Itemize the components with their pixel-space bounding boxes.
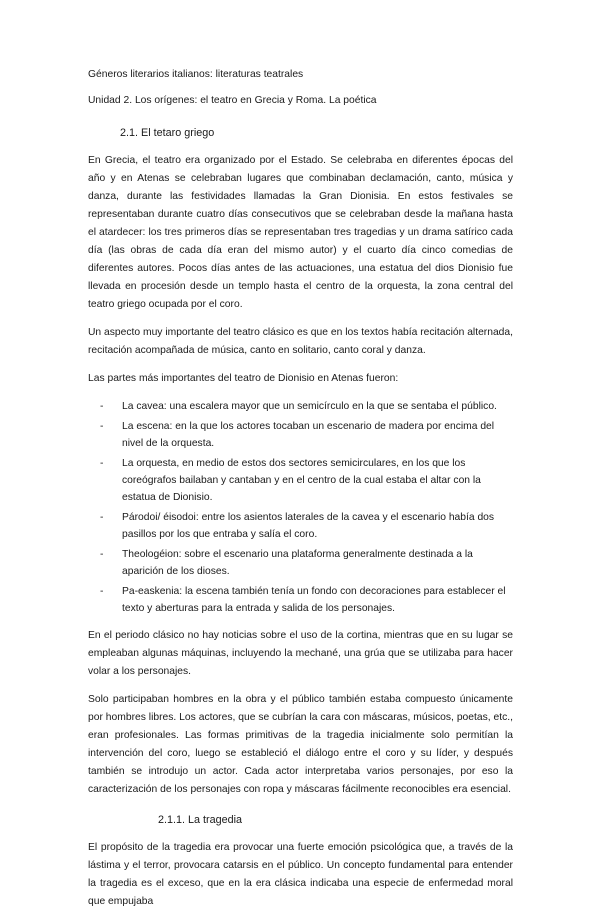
list-item — [88, 583, 513, 617]
list-dash: - — [100, 401, 104, 412]
theatre-parts-list — [88, 398, 513, 617]
list-item-text: Theologéion: sobre el escenario una plataforma generalmente destinada a la aparición de los dioses. — [122, 549, 473, 577]
list-dash: - — [100, 549, 104, 560]
paragraph-curtain-machines: En el periodo clásico no hay noticias sobre el uso de la cortina, mientras que en su lugar se empleaban algunas máquinas, incluyendo la mechané, una grúa que se utilizaba para hacer volar a los personajes. — [88, 630, 513, 677]
list-item — [88, 418, 513, 452]
list-item — [88, 509, 513, 543]
list-item — [88, 455, 513, 506]
paragraph-greek-theatre-intro: En Grecia, el teatro era organizado por el Estado. Se celebraba en diferentes épocas del año y en Atenas se celebraban lugares que combinaban declamación, canto, música y danza, durante las festividades llamadas la Gran Dionisia. En estos festivales se representaban durante cuatro días consecutivos que se celebraban desde la mañana hasta el atardecer: los tres primeros días se representaban tres tragedias y un drama satírico cada día (las obras de cada día eran del mismo autor) y el cuarto día cinco comedias de diferentes autores. Pocos días antes de las actuaciones, una estatua del dios Dionisio fue llevada en procesión desde un templo hasta el centro de la orquesta, la zona central del teatro griego ocupada por el coro. — [88, 155, 513, 310]
paragraph-recitation: Un aspecto muy importante del teatro clásico es que en los textos había recitación alternada, recitación acompañada de música, canto en solitario, canto coral y danza. — [88, 327, 513, 356]
paragraph-parts-intro: Las partes más importantes del teatro de Dionisio en Atenas fueron: — [88, 373, 399, 384]
section-heading-2-1: 2.1. El tetaro griego — [120, 127, 215, 139]
list-dash: - — [100, 512, 104, 523]
paragraph-tragedy-purpose: El propósito de la tragedia era provocar una fuerte emoción psicológica que, a través de la lástima y el terror, provocara catarsis en el público. Un concepto fundamental para entender la tragedia es el exceso, que en la era clásica indicaba una especie de enfermedad moral que empujaba — [88, 842, 513, 907]
list-item — [88, 546, 513, 580]
list-item — [88, 398, 513, 415]
list-item-text: Pa-easkenia: la escena también tenía un fondo con decoraciones para establecer el texto y aberturas para la entrada y salida de los personajes. — [122, 586, 506, 614]
list-dash: - — [100, 421, 104, 432]
section-heading-2-1-1: 2.1.1. La tragedia — [158, 814, 243, 826]
paragraph-actors: Solo participaban hombres en la obra y el público también estaba compuesto únicamente por hombres libres. Los actores, que se cubrían la cara con máscaras, músicos, poetas, etc., eran profesionales. Las formas primitivas de la tragedia inicialmente solo permitían la intervención del coro, luego se estableció el diálogo entre el coro y su líder, y después también se introdujo un actor. Cada actor interpretaba varios personajes, por eso la caracterización de los personajes con ropa y máscaras fácilmente reconocibles era esencial. — [88, 694, 513, 795]
list-dash: - — [100, 586, 104, 597]
list-item-text: La orquesta, en medio de estos dos sectores semicirculares, en los que los coreógrafos bailaban y cantaban y en el centro de la cual estaba el altar con la estatua de Dionisio. — [122, 458, 481, 503]
document-page — [88, 66, 513, 921]
list-item-text: La cavea: una escalera mayor que un semicírculo en la que se sentaba el público. — [122, 401, 497, 412]
list-dash: - — [100, 458, 104, 469]
course-title: Géneros literarios italianos: literaturas teatrales — [88, 69, 304, 80]
list-item-text: La escena: en la que los actores tocaban un escenario de madera por encima del nivel de la orquesta. — [122, 421, 495, 449]
unit-title: Unidad 2. Los orígenes: el teatro en Grecia y Roma. La poética — [88, 95, 377, 106]
list-item-text: Párodoi/ éisodoi: entre los asientos laterales de la cavea y el escenario había dos pasillos por los que entraba y salía el coro. — [122, 512, 495, 540]
